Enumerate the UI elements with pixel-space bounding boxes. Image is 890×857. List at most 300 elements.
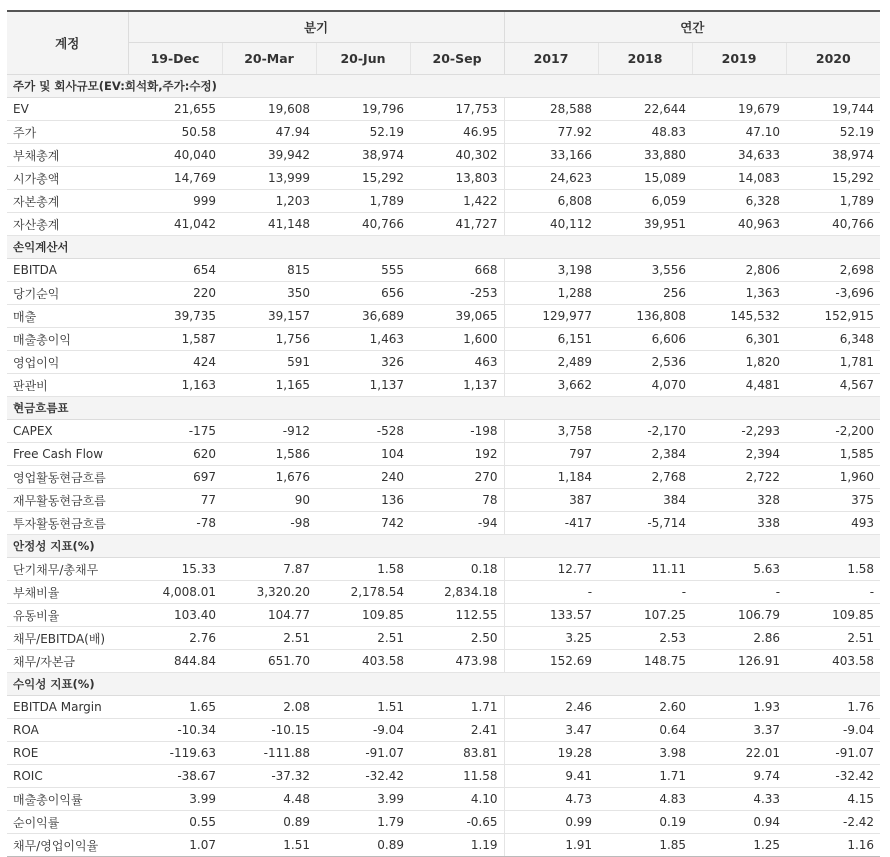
value-cell: 1,676 (222, 466, 316, 489)
value-cell: 3,662 (504, 374, 598, 397)
value-cell: - (504, 581, 598, 604)
value-cell: 24,623 (504, 167, 598, 190)
value-cell: 104.77 (222, 604, 316, 627)
row-label: 당기순익 (7, 282, 128, 305)
value-cell: 4,070 (598, 374, 692, 397)
value-cell: 0.19 (598, 811, 692, 834)
value-cell: 493 (786, 512, 880, 535)
row-label: Free Cash Flow (7, 443, 128, 466)
value-cell: 78 (410, 489, 504, 512)
row-label: 재무활동현금흐름 (7, 489, 128, 512)
value-cell: 109.85 (316, 604, 410, 627)
period-header: 2019 (692, 43, 786, 75)
value-cell: 4.10 (410, 788, 504, 811)
value-cell: 34,633 (692, 144, 786, 167)
value-cell: -3,696 (786, 282, 880, 305)
value-cell: 104 (316, 443, 410, 466)
value-cell: 39,951 (598, 213, 692, 236)
value-cell: 6,059 (598, 190, 692, 213)
value-cell: 77 (128, 489, 222, 512)
value-cell: 133.57 (504, 604, 598, 627)
table-row (7, 558, 880, 581)
value-cell: 22.01 (692, 742, 786, 765)
value-cell: -2,200 (786, 420, 880, 443)
value-cell: 103.40 (128, 604, 222, 627)
value-cell: 1,600 (410, 328, 504, 351)
value-cell: -528 (316, 420, 410, 443)
value-cell: -91.07 (786, 742, 880, 765)
table-row (7, 719, 880, 742)
value-cell: 41,042 (128, 213, 222, 236)
table-row (7, 581, 880, 604)
row-label: 자산총계 (7, 213, 128, 236)
value-cell: - (692, 581, 786, 604)
value-cell: 126.91 (692, 650, 786, 673)
value-cell: 1,184 (504, 466, 598, 489)
value-cell: - (598, 581, 692, 604)
value-cell: 2.86 (692, 627, 786, 650)
section-title: 현금흐름표 (7, 397, 880, 420)
period-header: 19-Dec (128, 43, 222, 75)
value-cell: 4.73 (504, 788, 598, 811)
table-row (7, 604, 880, 627)
value-cell: 2,178.54 (316, 581, 410, 604)
financial-table (7, 10, 880, 857)
table-row (7, 443, 880, 466)
value-cell: 11.58 (410, 765, 504, 788)
row-label: 매출 (7, 305, 128, 328)
value-cell: 3.25 (504, 627, 598, 650)
value-cell: 656 (316, 282, 410, 305)
value-cell: 654 (128, 259, 222, 282)
value-cell: 90 (222, 489, 316, 512)
value-cell: 11.11 (598, 558, 692, 581)
value-cell: 0.64 (598, 719, 692, 742)
value-cell: 40,766 (316, 213, 410, 236)
value-cell: 1,960 (786, 466, 880, 489)
table-row (7, 834, 880, 857)
value-cell: -91.07 (316, 742, 410, 765)
row-label: ROE (7, 742, 128, 765)
value-cell: 7.87 (222, 558, 316, 581)
section-header-row (7, 397, 880, 420)
value-cell: 4.33 (692, 788, 786, 811)
table-row (7, 811, 880, 834)
value-cell: 2,384 (598, 443, 692, 466)
row-label: 시가총액 (7, 167, 128, 190)
value-cell: 1.58 (316, 558, 410, 581)
account-header: 계정 (7, 11, 128, 75)
value-cell: 350 (222, 282, 316, 305)
value-cell: 6,606 (598, 328, 692, 351)
value-cell: 19,679 (692, 98, 786, 121)
value-cell: 1.76 (786, 696, 880, 719)
value-cell: 0.99 (504, 811, 598, 834)
value-cell: 1.79 (316, 811, 410, 834)
value-cell: 39,942 (222, 144, 316, 167)
value-cell: 21,655 (128, 98, 222, 121)
quarterly-header: 분기 (128, 11, 504, 43)
value-cell: 148.75 (598, 650, 692, 673)
value-cell: 1,756 (222, 328, 316, 351)
value-cell: 815 (222, 259, 316, 282)
row-label: 부채총계 (7, 144, 128, 167)
value-cell: -5,714 (598, 512, 692, 535)
value-cell: 1.51 (222, 834, 316, 857)
value-cell: 1,163 (128, 374, 222, 397)
value-cell: 2,806 (692, 259, 786, 282)
value-cell: 1.65 (128, 696, 222, 719)
value-cell: 1,463 (316, 328, 410, 351)
section-header-row (7, 673, 880, 696)
value-cell: 13,803 (410, 167, 504, 190)
value-cell: 4.48 (222, 788, 316, 811)
value-cell: 39,157 (222, 305, 316, 328)
value-cell: 1.16 (786, 834, 880, 857)
row-label: 순이익률 (7, 811, 128, 834)
value-cell: 2,768 (598, 466, 692, 489)
period-header: 20-Mar (222, 43, 316, 75)
table-row (7, 144, 880, 167)
value-cell: 112.55 (410, 604, 504, 627)
value-cell: 1,288 (504, 282, 598, 305)
table-row (7, 466, 880, 489)
value-cell: -912 (222, 420, 316, 443)
value-cell: 19,608 (222, 98, 316, 121)
value-cell: 2,722 (692, 466, 786, 489)
value-cell: 107.25 (598, 604, 692, 627)
table-row (7, 765, 880, 788)
value-cell: 15,292 (786, 167, 880, 190)
value-cell: 1,422 (410, 190, 504, 213)
value-cell: 33,166 (504, 144, 598, 167)
value-cell: 6,328 (692, 190, 786, 213)
value-cell: 3,320.20 (222, 581, 316, 604)
row-label: 단기채무/총채무 (7, 558, 128, 581)
value-cell: -32.42 (786, 765, 880, 788)
row-label: 영업활동현금흐름 (7, 466, 128, 489)
row-label: 매출총이익 (7, 328, 128, 351)
value-cell: 106.79 (692, 604, 786, 627)
value-cell: 1.07 (128, 834, 222, 857)
value-cell: -10.34 (128, 719, 222, 742)
table-row (7, 374, 880, 397)
value-cell: 270 (410, 466, 504, 489)
value-cell: 136 (316, 489, 410, 512)
value-cell: 240 (316, 466, 410, 489)
value-cell: -119.63 (128, 742, 222, 765)
value-cell: 4,008.01 (128, 581, 222, 604)
value-cell: 17,753 (410, 98, 504, 121)
section-title: 손익계산서 (7, 236, 880, 259)
value-cell: 2.51 (222, 627, 316, 650)
table-row (7, 627, 880, 650)
value-cell: 2.53 (598, 627, 692, 650)
table-row (7, 742, 880, 765)
value-cell: 0.55 (128, 811, 222, 834)
value-cell: 41,727 (410, 213, 504, 236)
row-label: EBITDA (7, 259, 128, 282)
table-row (7, 788, 880, 811)
value-cell: 41,148 (222, 213, 316, 236)
value-cell: 1,137 (316, 374, 410, 397)
value-cell: -2,170 (598, 420, 692, 443)
value-cell: -9.04 (316, 719, 410, 742)
value-cell: 0.89 (316, 834, 410, 857)
period-header: 20-Jun (316, 43, 410, 75)
value-cell: -198 (410, 420, 504, 443)
row-label: ROIC (7, 765, 128, 788)
table-row (7, 351, 880, 374)
value-cell: 12.77 (504, 558, 598, 581)
value-cell: 1,165 (222, 374, 316, 397)
value-cell: 9.74 (692, 765, 786, 788)
value-cell: 19,744 (786, 98, 880, 121)
value-cell: 797 (504, 443, 598, 466)
value-cell: 2.60 (598, 696, 692, 719)
row-label: CAPEX (7, 420, 128, 443)
value-cell: 328 (692, 489, 786, 512)
row-label: 매출총이익률 (7, 788, 128, 811)
value-cell: 256 (598, 282, 692, 305)
value-cell: 3.37 (692, 719, 786, 742)
row-label: 채무/영업이익율 (7, 834, 128, 857)
row-label: 채무/EBITDA(배) (7, 627, 128, 650)
table-row (7, 121, 880, 144)
value-cell: 2.46 (504, 696, 598, 719)
value-cell: -2,293 (692, 420, 786, 443)
value-cell: 2.41 (410, 719, 504, 742)
value-cell: 403.58 (316, 650, 410, 673)
value-cell: 1,363 (692, 282, 786, 305)
value-cell: 4,481 (692, 374, 786, 397)
value-cell: -10.15 (222, 719, 316, 742)
row-label: 자본총계 (7, 190, 128, 213)
value-cell: 2,698 (786, 259, 880, 282)
value-cell: 46.95 (410, 121, 504, 144)
value-cell: 39,065 (410, 305, 504, 328)
row-label: 판관비 (7, 374, 128, 397)
value-cell: 109.85 (786, 604, 880, 627)
value-cell: 192 (410, 443, 504, 466)
period-header: 2017 (504, 43, 598, 75)
period-header: 2020 (786, 43, 880, 75)
value-cell: 1.71 (410, 696, 504, 719)
row-label: 채무/자본금 (7, 650, 128, 673)
table-row (7, 489, 880, 512)
value-cell: 40,040 (128, 144, 222, 167)
value-cell: 0.18 (410, 558, 504, 581)
value-cell: 463 (410, 351, 504, 374)
row-label: ROA (7, 719, 128, 742)
value-cell: 40,302 (410, 144, 504, 167)
value-cell: 2,394 (692, 443, 786, 466)
value-cell: 1,586 (222, 443, 316, 466)
value-cell: -253 (410, 282, 504, 305)
row-label: 유동비율 (7, 604, 128, 627)
value-cell: 40,112 (504, 213, 598, 236)
row-label: 부채비율 (7, 581, 128, 604)
value-cell: 28,588 (504, 98, 598, 121)
value-cell: 6,808 (504, 190, 598, 213)
value-cell: - (786, 581, 880, 604)
section-header-row (7, 535, 880, 558)
value-cell: 145,532 (692, 305, 786, 328)
table-row (7, 696, 880, 719)
value-cell: 591 (222, 351, 316, 374)
value-cell: 1,789 (316, 190, 410, 213)
value-cell: 4.15 (786, 788, 880, 811)
value-cell: 0.89 (222, 811, 316, 834)
value-cell: 3,198 (504, 259, 598, 282)
value-cell: 651.70 (222, 650, 316, 673)
table-row (7, 213, 880, 236)
row-label: EV (7, 98, 128, 121)
value-cell: 2.08 (222, 696, 316, 719)
value-cell: 3.99 (128, 788, 222, 811)
value-cell: 220 (128, 282, 222, 305)
value-cell: 129,977 (504, 305, 598, 328)
value-cell: 3,556 (598, 259, 692, 282)
value-cell: 52.19 (316, 121, 410, 144)
table-row (7, 282, 880, 305)
value-cell: 1,789 (786, 190, 880, 213)
value-cell: 15.33 (128, 558, 222, 581)
value-cell: 77.92 (504, 121, 598, 144)
value-cell: -0.65 (410, 811, 504, 834)
value-cell: 50.58 (128, 121, 222, 144)
value-cell: 19.28 (504, 742, 598, 765)
section-header-row (7, 236, 880, 259)
value-cell: 40,766 (786, 213, 880, 236)
row-label: 투자활동현금흐름 (7, 512, 128, 535)
value-cell: 3.98 (598, 742, 692, 765)
table-row (7, 98, 880, 121)
value-cell: 3,758 (504, 420, 598, 443)
table-body (7, 75, 880, 857)
value-cell: 1,587 (128, 328, 222, 351)
row-label: EBITDA Margin (7, 696, 128, 719)
value-cell: 152,915 (786, 305, 880, 328)
value-cell: -78 (128, 512, 222, 535)
table-header (7, 11, 880, 75)
value-cell: 326 (316, 351, 410, 374)
value-cell: 384 (598, 489, 692, 512)
value-cell: 48.83 (598, 121, 692, 144)
value-cell: 668 (410, 259, 504, 282)
section-title: 수익성 지표(%) (7, 673, 880, 696)
section-header-row (7, 75, 880, 98)
value-cell: 1.85 (598, 834, 692, 857)
table-row (7, 305, 880, 328)
value-cell: 4,567 (786, 374, 880, 397)
value-cell: 1.71 (598, 765, 692, 788)
value-cell: 1,203 (222, 190, 316, 213)
value-cell: 6,151 (504, 328, 598, 351)
value-cell: 387 (504, 489, 598, 512)
value-cell: 555 (316, 259, 410, 282)
value-cell: 742 (316, 512, 410, 535)
value-cell: -9.04 (786, 719, 880, 742)
value-cell: 1,585 (786, 443, 880, 466)
row-label: 주가 (7, 121, 128, 144)
value-cell: 47.94 (222, 121, 316, 144)
value-cell: 1,820 (692, 351, 786, 374)
value-cell: 2,536 (598, 351, 692, 374)
value-cell: -38.67 (128, 765, 222, 788)
value-cell: 620 (128, 443, 222, 466)
period-header: 2018 (598, 43, 692, 75)
value-cell: 2,489 (504, 351, 598, 374)
value-cell: 375 (786, 489, 880, 512)
value-cell: 47.10 (692, 121, 786, 144)
value-cell: 3.47 (504, 719, 598, 742)
value-cell: 6,301 (692, 328, 786, 351)
value-cell: 473.98 (410, 650, 504, 673)
value-cell: -417 (504, 512, 598, 535)
section-title: 안정성 지표(%) (7, 535, 880, 558)
value-cell: 15,292 (316, 167, 410, 190)
value-cell: 0.94 (692, 811, 786, 834)
value-cell: 697 (128, 466, 222, 489)
value-cell: 15,089 (598, 167, 692, 190)
annual-header: 연간 (504, 11, 880, 43)
value-cell: 6,348 (786, 328, 880, 351)
value-cell: 2.76 (128, 627, 222, 650)
value-cell: 36,689 (316, 305, 410, 328)
value-cell: -2.42 (786, 811, 880, 834)
value-cell: -32.42 (316, 765, 410, 788)
value-cell: 4.83 (598, 788, 692, 811)
value-cell: 338 (692, 512, 786, 535)
value-cell: 1,781 (786, 351, 880, 374)
table-row (7, 512, 880, 535)
value-cell: 40,963 (692, 213, 786, 236)
value-cell: 424 (128, 351, 222, 374)
value-cell: 2.50 (410, 627, 504, 650)
table-row (7, 259, 880, 282)
value-cell: 1,137 (410, 374, 504, 397)
value-cell: 1.91 (504, 834, 598, 857)
value-cell: 3.99 (316, 788, 410, 811)
value-cell: 52.19 (786, 121, 880, 144)
value-cell: 1.93 (692, 696, 786, 719)
value-cell: 14,083 (692, 167, 786, 190)
section-title: 주가 및 회사규모(EV:희석화,주가:수정) (7, 75, 880, 98)
value-cell: -98 (222, 512, 316, 535)
value-cell: 2.51 (786, 627, 880, 650)
value-cell: 1.25 (692, 834, 786, 857)
value-cell: 2.51 (316, 627, 410, 650)
value-cell: 844.84 (128, 650, 222, 673)
value-cell: 14,769 (128, 167, 222, 190)
value-cell: 13,999 (222, 167, 316, 190)
value-cell: 136,808 (598, 305, 692, 328)
value-cell: 999 (128, 190, 222, 213)
value-cell: -111.88 (222, 742, 316, 765)
table-row (7, 190, 880, 213)
value-cell: -175 (128, 420, 222, 443)
value-cell: 83.81 (410, 742, 504, 765)
value-cell: 22,644 (598, 98, 692, 121)
table-row (7, 328, 880, 351)
value-cell: 19,796 (316, 98, 410, 121)
value-cell: -37.32 (222, 765, 316, 788)
value-cell: -94 (410, 512, 504, 535)
value-cell: 403.58 (786, 650, 880, 673)
value-cell: 1.19 (410, 834, 504, 857)
value-cell: 5.63 (692, 558, 786, 581)
